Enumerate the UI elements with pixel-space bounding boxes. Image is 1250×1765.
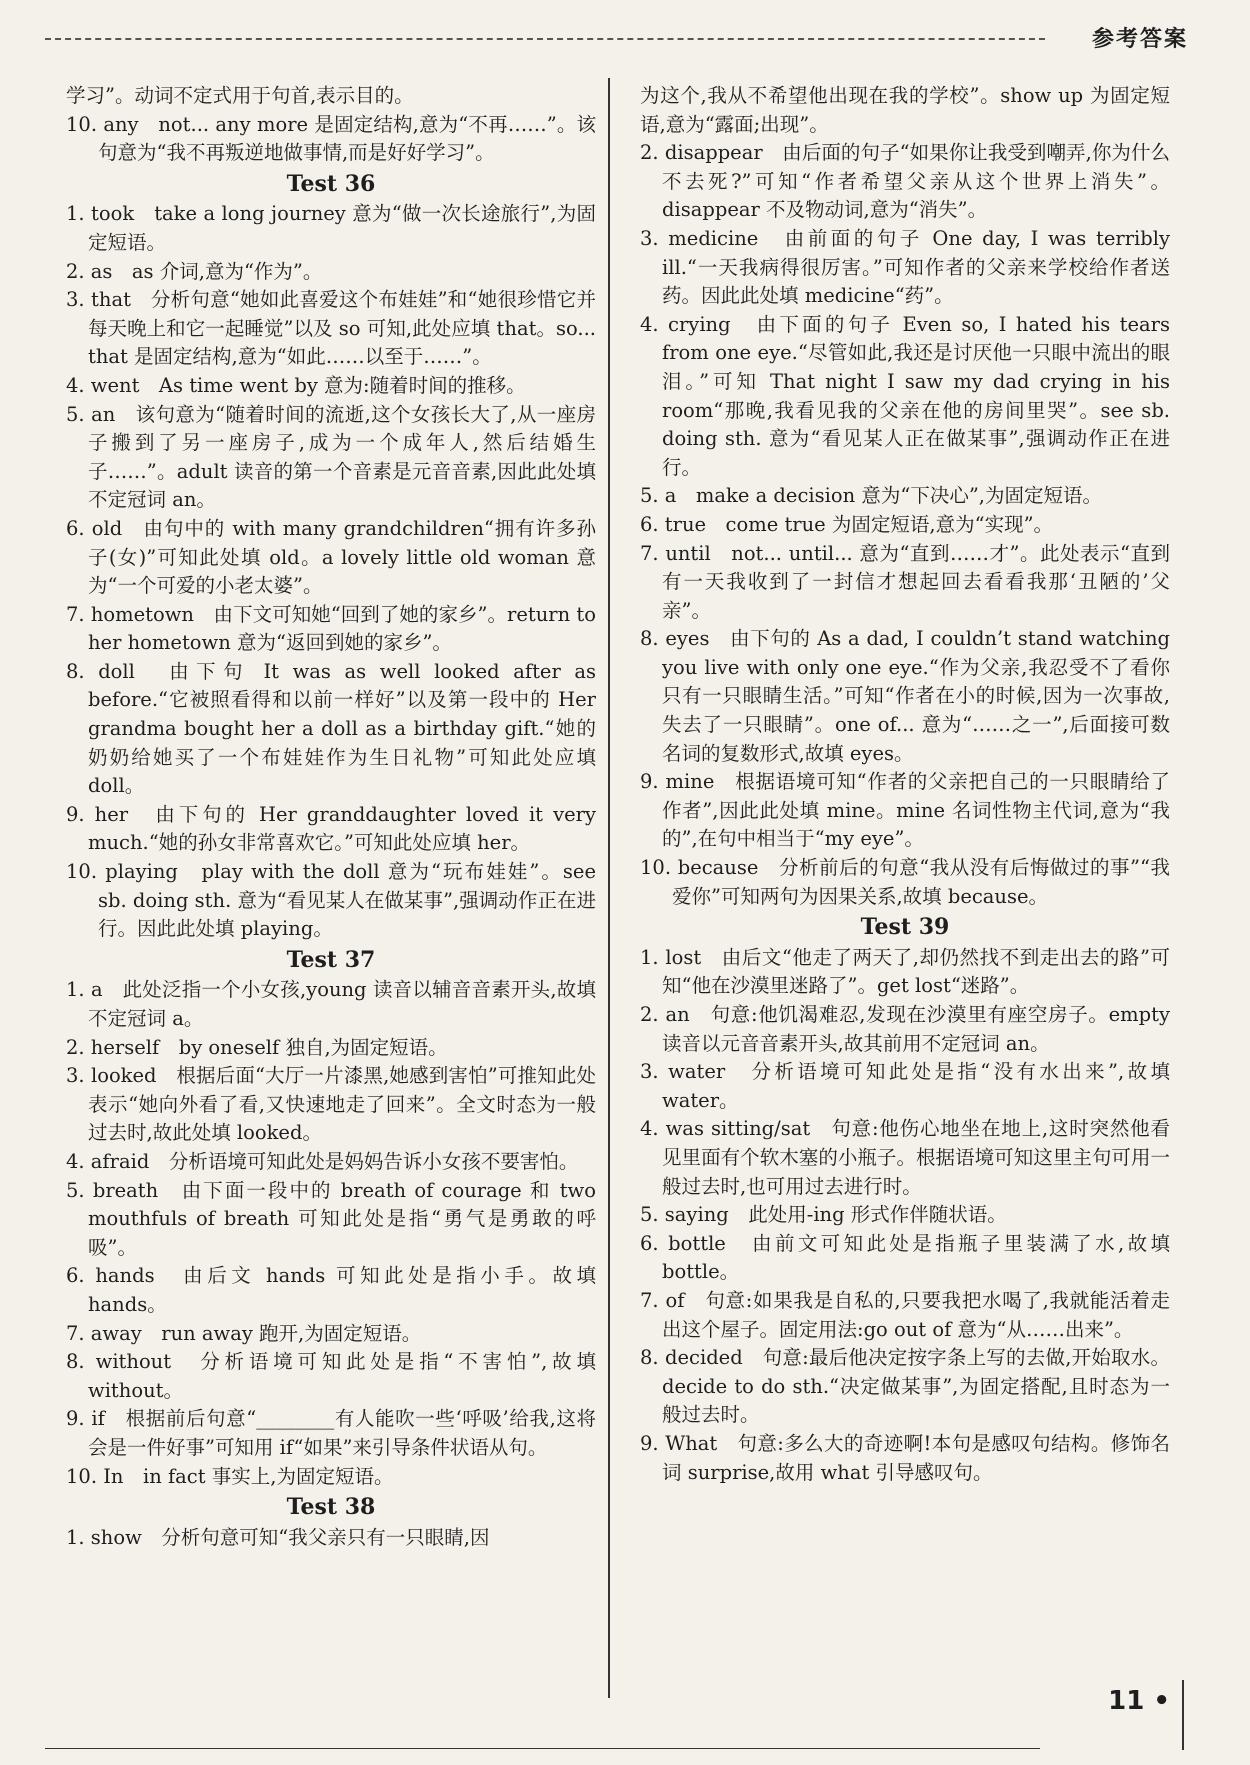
answer-item: 2. disappear 由后面的句子“如果你让我受到嘲弄,你为什么不去死?”可知“作者希望父亲从这个世界上消失”。disappear 不及物动词,意为“消失”。 <box>640 141 1170 222</box>
answer-item: 4. went As time went by 意为:随着时间的推移。 <box>66 373 526 397</box>
answer-item: 5. saying 此处用-ing 形式作伴随状语。 <box>640 1203 1007 1227</box>
answer-item: 10. playing play with the doll 意为“玩布娃娃”。see sb. doing sth. 意为“看见某人在做某事”,强调动作正在进行。因此此处填 playing。 <box>66 860 596 941</box>
answer-item: 3. looked 根据后面“大厅一片漆黑,她感到害怕”可推知此处表示“她向外看了看,又快速地走了回来”。全文时态为一般过去时,故此处填 looked。 <box>66 1064 596 1145</box>
answer-item: 6. old 由句中的 with many grandchildren“拥有许多孙子(女)”可知此处填 old。a lovely little old woman 意为“一个可爱的小老太婆”。 <box>66 516 596 598</box>
page-number-bar <box>1182 1680 1184 1750</box>
answer-item: 9. her 由下句的 Her granddaughter loved it very much.“她的孙女非常喜欢它。”可知此处应填 her。 <box>66 802 596 855</box>
left-column <box>66 82 596 1552</box>
answer-item: 8. decided 句意:最后他决定按字条上写的去做,开始取水。decide to do sth.“决定做某事”,为固定搭配,且时态为一般过去时。 <box>640 1346 1170 1427</box>
right-intro-line: 为这个,我从不希望他出现在我的学校”。show up 为固定短语,意为“露面;出现”。 <box>640 84 1170 136</box>
answer-item: 3. medicine 由前面的句子 One day, I was terribly ill.“一天我病得很厉害。”可知作者的父亲来学校给作者送药。因此此处填 medicine“药”。 <box>640 226 1170 308</box>
right-column <box>640 82 1170 1487</box>
answer-item: 7. of 句意:如果我是自私的,只要我把水喝了,我就能活着走出这个屋子。固定用法:go out of 意为“从……出来”。 <box>640 1288 1170 1341</box>
answer-item: 2. an 句意:他饥渴难忍,发现在沙漠里有座空房子。empty 读音以元音音素开头,故其前用不定冠词 an。 <box>640 1003 1170 1055</box>
test-37-heading: Test 37 <box>286 946 376 973</box>
answer-item: 9. What 句意:多么大的奇迹啊!本句是感叹句结构。修饰名词 surprise,故用 what 引导感叹句。 <box>640 1431 1170 1484</box>
answer-item: 1. show 分析句意可知“我父亲只有一只眼睛,因 <box>66 1525 490 1549</box>
answer-item: 5. breath 由下面一段中的 breath of courage 和 two mouthfuls of breath 可知此处是指“勇气是勇敢的呼吸”。 <box>66 1178 596 1259</box>
answer-item: 7. away run away 跑开,为固定短语。 <box>66 1321 422 1345</box>
left-intro-line: 学习”。动词不定式用于句首,表示目的。 <box>66 84 414 107</box>
answer-item: 9. if 根据前后句意“________有人能吹一些‘呼吸’给我,这将会是一件好事”可知用 if“如果”来引导条件状语从句。 <box>66 1407 596 1459</box>
answer-item: 10. because 分析前后的句意“我从没有后悔做过的事”“我爱你”可知两句为因果关系,故填 because。 <box>640 856 1170 908</box>
test-39-heading: Test 39 <box>860 914 950 941</box>
answer-item: 4. crying 由下面的句子 Even so, I hated his tears from one eye.“尽管如此,我还是讨厌他一只眼中流出的眼泪。”可知 That night I saw my dad crying in his room“那晚,我看见我的父亲在他的房间里哭”。see sb. doing sth. 意为“看见某人正在做某事”,强调动作正在进行。 <box>640 312 1170 479</box>
answer-item: 6. hands 由后文 hands 可知此处是指小手。故填 hands。 <box>66 1264 596 1316</box>
answer-item: 3. that 分析句意“她如此喜爱这个布娃娃”和“她很珍惜它并每天晚上和它一起睡觉”以及 so 可知,此处应填 that。so... that 是固定结构,意为“如此……以至于……”。 <box>66 288 596 369</box>
answer-item: 8. doll 由下句 It was as well looked after as before.“它被照看得和以前一样好”以及第一段中的 Her grandma bought her a doll as a birthday gift.“她的奶奶给她买了一个布娃娃作为生日礼物”可知此处应填 doll。 <box>66 659 596 798</box>
answer-item: 1. took take a long journey 意为“做一次长途旅行”,为固定短语。 <box>66 202 596 254</box>
test-36-heading: Test 36 <box>286 170 376 197</box>
answer-item: 10. any not... any more 是固定结构,意为“不再……”。该句意为“我不再叛逆地做事情,而是好好学习”。 <box>66 112 596 165</box>
answer-item: 3. water 分析语境可知此处是指“没有水出来”,故填 water。 <box>640 1060 1170 1112</box>
page-number: 11 • <box>1108 1686 1170 1716</box>
answer-item: 2. herself by oneself 独自,为固定短语。 <box>66 1035 448 1059</box>
answer-item: 8. eyes 由下句的 As a dad, I couldn’t stand watching you live with only one eye.“作为父亲,我忍受不了看你只有一只眼睛生活。”可知“作者在小的时候,因为一次事故,失去了一只眼睛”。one of... 意为“……之一”,后面接可数名词的复数形式,故填 eyes。 <box>640 627 1170 765</box>
page-header-title: 参考答案 <box>1091 27 1188 52</box>
answer-item: 6. true come true 为固定短语,意为“实现”。 <box>640 512 1054 536</box>
footer-rule <box>45 1748 1040 1749</box>
test-38-heading: Test 38 <box>286 1494 376 1521</box>
answer-item: 2. as as 介词,意为“作为”。 <box>66 259 323 283</box>
answer-item: 1. lost 由后文“他走了两天了,却仍然找不到走出去的路”可知“他在沙漠里迷路了”。get lost“迷路”。 <box>640 945 1170 998</box>
answer-item: 4. was sitting/sat 句意:他伤心地坐在地上,这时突然他看见里面有个软木塞的小瓶子。根据语境可知这里主句可用一般过去时,也可用过去进行时。 <box>640 1117 1170 1198</box>
answer-item: 6. bottle 由前文可知此处是指瓶子里装满了水,故填 bottle。 <box>640 1231 1170 1284</box>
answer-item: 7. hometown 由下文可知她“回到了她的家乡”。return to her hometown 意为“返回到她的家乡”。 <box>66 602 596 655</box>
column-divider <box>608 78 610 1698</box>
answer-item: 4. afraid 分析语境可知此处是妈妈告诉小女孩不要害怕。 <box>66 1149 579 1173</box>
answer-item: 10. In in fact 事实上,为固定短语。 <box>66 1464 394 1488</box>
header-rule <box>45 38 1045 40</box>
answer-item: 9. mine 根据语境可知“作者的父亲把自己的一只眼睛给了作者”,因此此处填 mine。mine 名词性物主代词,意为“我的”,在句中相当于“my eye”。 <box>640 770 1170 851</box>
answer-item: 1. a 此处泛指一个小女孩,young 读音以辅音音素开头,故填不定冠词 a。 <box>66 978 596 1030</box>
answer-item: 5. an 该句意为“随着时间的流逝,这个女孩长大了,从一座房子搬到了另一座房子,成为一个成年人,然后结婚生子……”。adult 读音的第一个音素是元音音素,因此此处填不定冠词 an。 <box>66 402 596 512</box>
answer-item: 8. without 分析语境可知此处是指“不害怕”,故填 without。 <box>66 1350 596 1402</box>
answer-item: 7. until not... until... 意为“直到……才”。此处表示“直到有一天我收到了一封信才想起回去看看我那‘丑陋的’父亲”。 <box>640 541 1170 622</box>
answer-item: 5. a make a decision 意为“下决心”,为固定短语。 <box>640 484 1102 508</box>
